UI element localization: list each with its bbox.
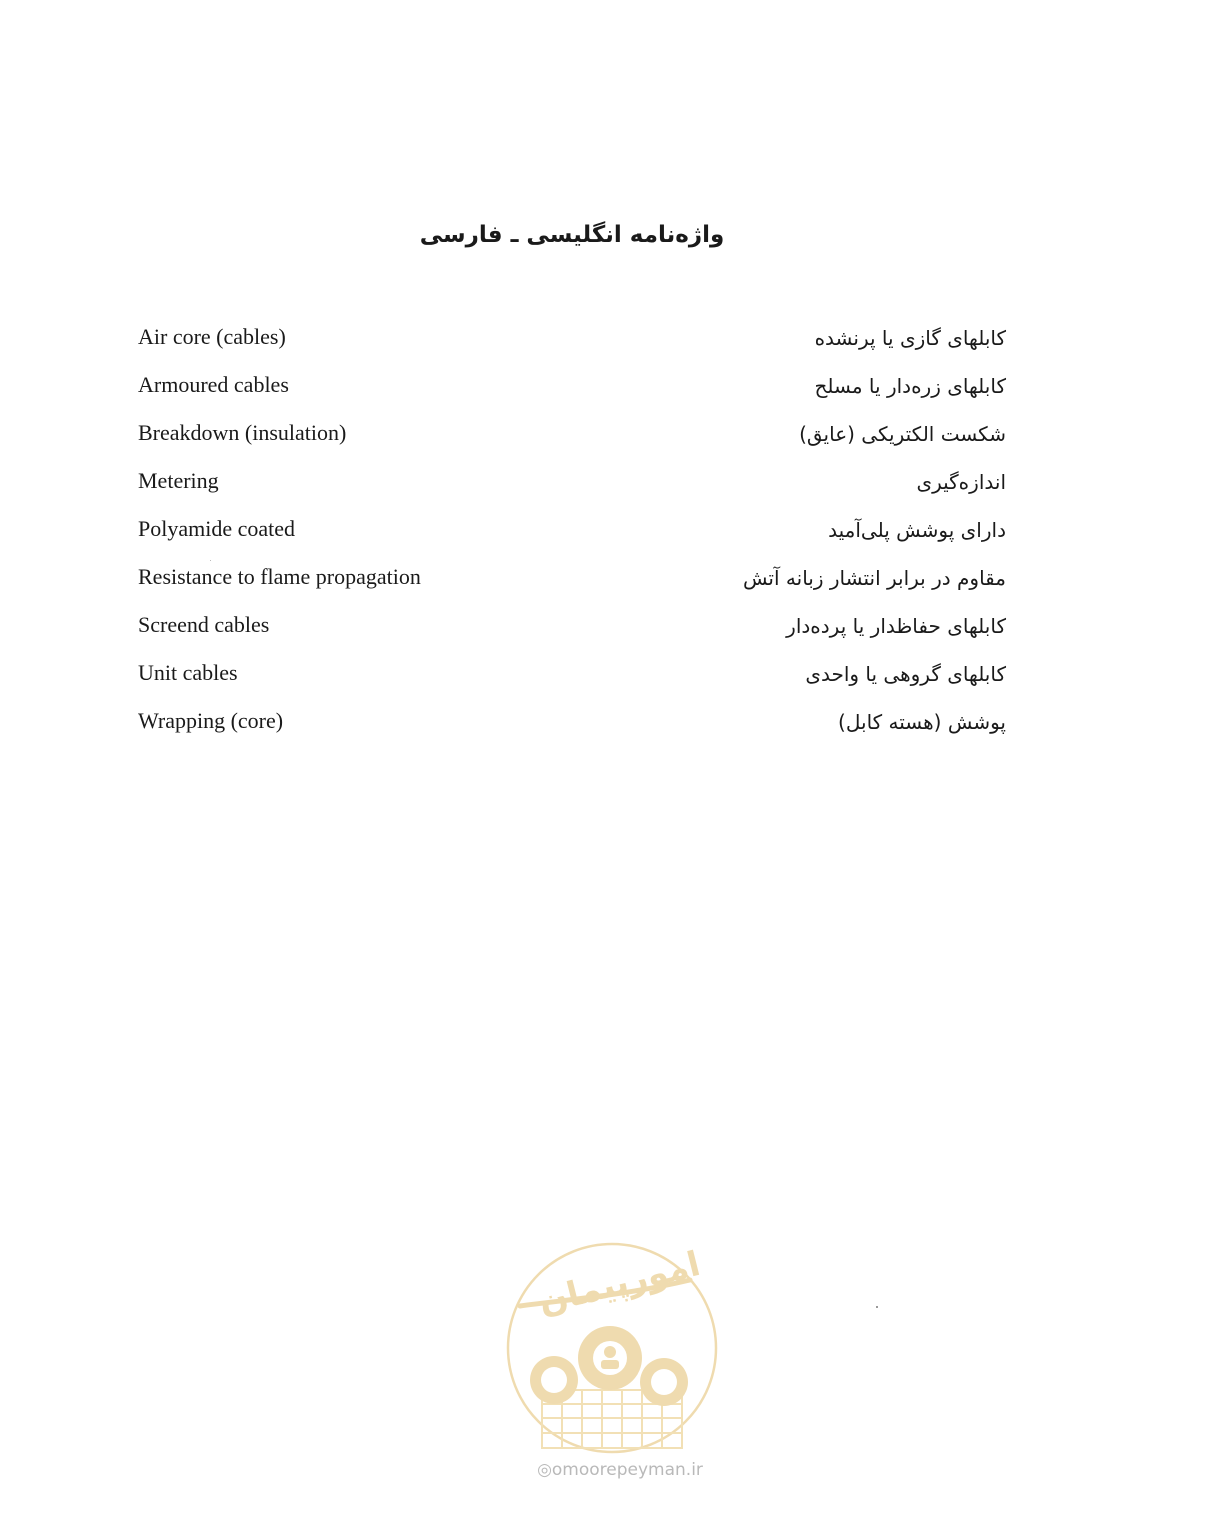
persian-term: کابلهای گازی یا پرنشده <box>814 326 1006 350</box>
globe-icon: ◎ <box>537 1460 552 1480</box>
english-term: Resistance to flame propagation <box>138 564 421 589</box>
glossary-row <box>138 704 1006 752</box>
glossary-row <box>138 656 1006 704</box>
scan-speck <box>876 1306 878 1308</box>
glossary-row <box>138 608 1006 656</box>
glossary-row <box>138 512 1006 560</box>
persian-term: اندازه‌گیری <box>916 470 1006 494</box>
english-term: Polyamide coated <box>138 516 296 541</box>
english-term: Screend cables <box>138 612 270 637</box>
gear-icon <box>530 1356 578 1404</box>
glossary-row <box>138 320 1006 368</box>
persian-term: پوشش (هسته کابل) <box>838 710 1006 734</box>
glossary-list <box>138 320 1006 752</box>
persian-term: کابلهای زره‌دار یا مسلح <box>814 374 1006 398</box>
persian-term: کابلهای حفاظدار یا پرده‌دار <box>786 614 1006 638</box>
watermark-logo-text: امورپیمان <box>534 1243 705 1323</box>
persian-term: شکست الکتریکی (عایق) <box>799 422 1006 446</box>
persian-term: کابلهای گروهی یا واحدی <box>805 662 1006 686</box>
english-term: Breakdown (insulation) <box>138 420 347 445</box>
watermark-url <box>520 1460 720 1480</box>
english-term: Metering <box>138 468 219 493</box>
glossary-row <box>138 368 1006 416</box>
glossary-row <box>138 416 1006 464</box>
english-term: Wrapping (core) <box>138 708 284 733</box>
page-title: واژه‌نامه انگلیسی ـ فارسی <box>419 222 725 248</box>
watermark-url-text: omoorepeyman.ir <box>551 1460 703 1480</box>
english-term: Air core (cables) <box>138 324 286 349</box>
glossary-row <box>138 464 1006 512</box>
glossary-row <box>138 560 1006 608</box>
persian-term: دارای پوشش پلی‌آمید <box>828 518 1006 542</box>
persian-term: مقاوم در برابر انتشار زبانه آتش <box>742 566 1006 590</box>
english-term: Unit cables <box>138 660 238 685</box>
gear-icon <box>578 1326 642 1390</box>
scan-speck <box>210 560 211 561</box>
gear-icon <box>640 1358 688 1406</box>
english-term: Armoured cables <box>138 372 289 397</box>
